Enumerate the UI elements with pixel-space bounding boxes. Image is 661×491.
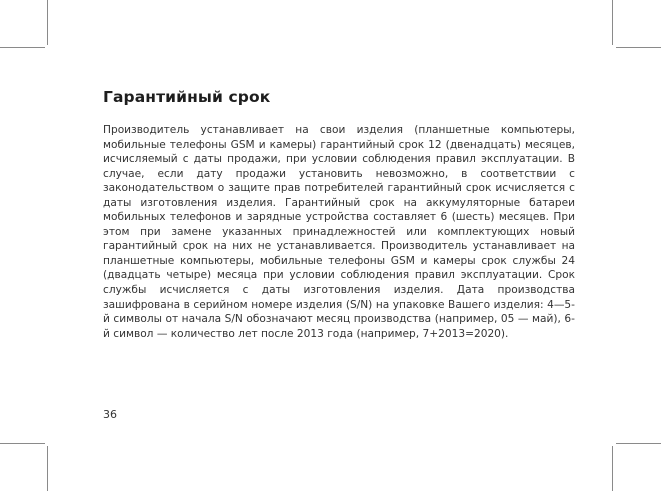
warranty-paragraph: Производитель устанавливает на свои изделия (планшетные компьютеры, мобильные телефоны GSM и камеры) гарантийный срок 12 (двенадцать) месяцев, исчисляемый с даты продажи, при условии соблюдения правил эксплуатации. В случае, если дату продажи установить невозможно, в соответствии с законодательством о защите прав потребителей гарантийный срок исчисляется с даты изготовления изделия. Гарантийный срок на аккумуляторные батареи мобильных телефонов и зарядные устройства составляет 6 (шесть) месяцев. При этом при замене указанных принадлежностей или комплектующих новый гарантийный срок на них не устанавливается. Производитель устанавливает на планшетные компьютеры, мобильные телефоны GSM и камеры срок службы 24 (двадцать четыре) месяца при условии соблюдения правил эксплуатации. Срок службы исчисляется с даты изготовления изделия. Дата производства зашифрована в серийном номере изделия (S/N) на упаковке Вашего изделия: 4—5-й символы от начала S/N обозначают месяц производства (например, 05 — май), 6-й символ — количество лет после 2013 года (например, 7+2013=2020). <box>103 124 575 340</box>
crop-mark-top-right-vertical <box>612 0 613 45</box>
crop-mark-bottom-right-horizontal <box>616 443 661 444</box>
crop-mark-top-left-vertical <box>47 0 48 45</box>
crop-mark-bottom-left-vertical <box>47 446 48 491</box>
crop-mark-bottom-left-horizontal <box>0 443 45 444</box>
page-number: 36 <box>103 408 117 421</box>
page-title: Гарантийный срок <box>103 88 271 106</box>
crop-mark-bottom-right-vertical <box>612 446 613 491</box>
crop-mark-top-right-horizontal <box>616 47 661 48</box>
crop-mark-top-left-horizontal <box>0 47 45 48</box>
